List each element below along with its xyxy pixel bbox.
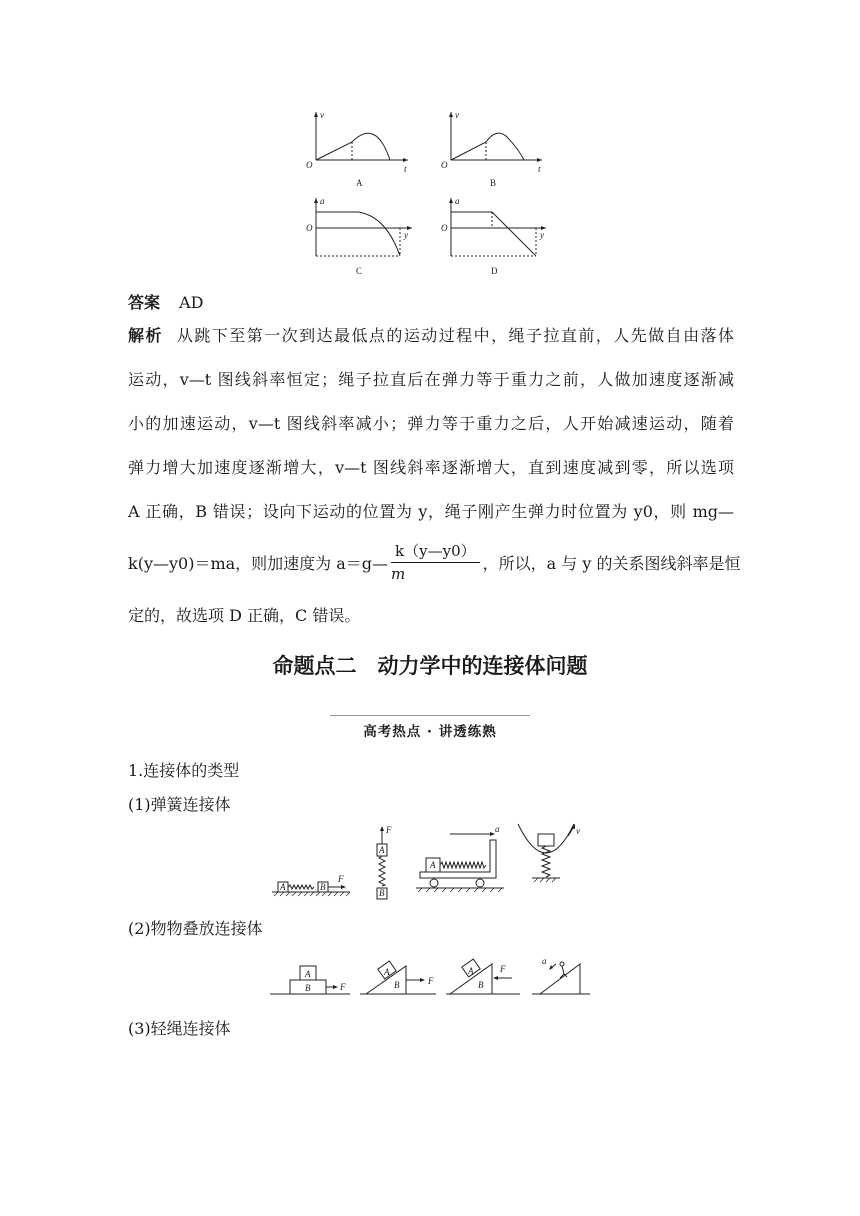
- block-a-label: A: [305, 969, 311, 979]
- force-f-label: F: [428, 976, 434, 986]
- subheading-stacked: (2)物物叠放连接体: [128, 919, 263, 938]
- stacked-blocks-diagram: [270, 966, 350, 994]
- analysis-line-6: [128, 534, 741, 594]
- fraction-numerator: k（y—y0）: [391, 540, 480, 563]
- graph-c: [306, 196, 412, 276]
- answer-label: 答案: [128, 293, 161, 312]
- block-b-label: B: [320, 882, 326, 892]
- fraction-denominator: m: [391, 565, 406, 583]
- cart-spring-diagram: [416, 824, 504, 892]
- analysis-line-6-post: ，所以，a 与 y 的关系图线斜率是恒: [482, 554, 741, 573]
- analysis-paragraph: [128, 314, 741, 638]
- analysis-line-3: 小的加速运动，v—t 图线斜率减小；弹力等于重力之后，人开始减速运动，随着: [128, 414, 734, 433]
- axis-label-v: v: [320, 110, 324, 120]
- graph-b: [441, 110, 542, 188]
- acceleration-fraction: [391, 540, 480, 585]
- option-label-d: D: [491, 266, 498, 276]
- vertical-spring-diagram: [377, 825, 392, 899]
- person-on-incline-diagram: [532, 956, 590, 994]
- section-title: 命题点二 动力学中的连接体问题: [272, 654, 588, 678]
- option-label-c: C: [356, 266, 363, 276]
- analysis-line-5: A 正确，B 错误；设向下运动的位置为 y，绳子刚产生弹力时位置为 y0，则 mg—: [128, 502, 734, 521]
- block-b-label: B: [478, 980, 484, 990]
- block-b-label: B: [394, 980, 400, 990]
- heading-connector-types: 1.连接体的类型: [128, 761, 240, 780]
- force-f-label: F: [386, 825, 392, 835]
- spring-connector-figure: [270, 822, 590, 902]
- section-subtitle: 高考热点 · 讲透练熟: [363, 724, 497, 740]
- axis-label-t: t: [404, 164, 407, 174]
- force-f-label: F: [338, 874, 344, 884]
- force-f-label: F: [500, 964, 506, 974]
- subtitle-rule: [330, 714, 530, 717]
- axis-label-o: O: [441, 223, 448, 233]
- analysis-line-6-pre: k(y—y0)＝ma，则加速度为 a＝g—: [128, 554, 389, 573]
- axis-label-o: O: [306, 160, 313, 170]
- axis-label-v: v: [455, 110, 459, 120]
- axis-label-o: O: [306, 223, 313, 233]
- axis-label-o: O: [441, 160, 448, 170]
- block-a-label: A: [379, 845, 385, 855]
- analysis-line-4: 弹力增大加速度逐渐增大，v—t 图线斜率逐渐增大，直到速度减到零，所以选项: [128, 458, 734, 477]
- block-b-label: B: [305, 983, 311, 993]
- force-f-label: F: [340, 982, 346, 992]
- graph-a: [306, 110, 408, 188]
- axis-label-y: y: [540, 230, 544, 240]
- analysis-line-7: 定的，故选项 D 正确，C 错误。: [128, 606, 361, 625]
- block-b-label: B: [379, 888, 385, 898]
- answer-value: AD: [179, 293, 204, 312]
- analysis-label: 解析: [128, 326, 163, 345]
- block-a-label: A: [384, 967, 390, 977]
- subheading-spring: (1)弹簧连接体: [128, 795, 231, 814]
- wedge-diagram-1: [360, 961, 436, 994]
- acceleration-a-label: a: [495, 824, 500, 834]
- option-label-a: A: [356, 178, 363, 188]
- stacked-connector-figure: [270, 952, 592, 1000]
- axis-label-y: y: [404, 230, 408, 240]
- axis-label-t: t: [538, 164, 541, 174]
- block-a-label: A: [430, 860, 436, 870]
- option-label-b: B: [490, 178, 497, 188]
- block-a-label: A: [468, 966, 474, 976]
- axis-label-a: a: [455, 196, 460, 206]
- velocity-v-label: v: [576, 826, 580, 836]
- analysis-line-2: 运动，v—t 图线斜率恒定；绳子拉直后在弹力等于重力之前，人做加速度逐渐减: [128, 370, 734, 389]
- axis-label-a: a: [320, 196, 325, 206]
- horizontal-spring-diagram: [272, 874, 350, 896]
- block-a-label: A: [280, 882, 286, 892]
- graph-d: [441, 196, 546, 276]
- subheading-rope: (3)轻绳连接体: [128, 1019, 231, 1038]
- wedge-diagram-2: [446, 959, 520, 994]
- answer-line: [128, 292, 204, 314]
- analysis-line-1: 从跳下至第一次到达最低点的运动过程中，绳子拉直前，人先做自由落体: [176, 326, 734, 345]
- bowl-spring-diagram: [518, 824, 580, 882]
- acceleration-a-label: a: [542, 956, 547, 966]
- motion-graphs-figure: [296, 108, 556, 280]
